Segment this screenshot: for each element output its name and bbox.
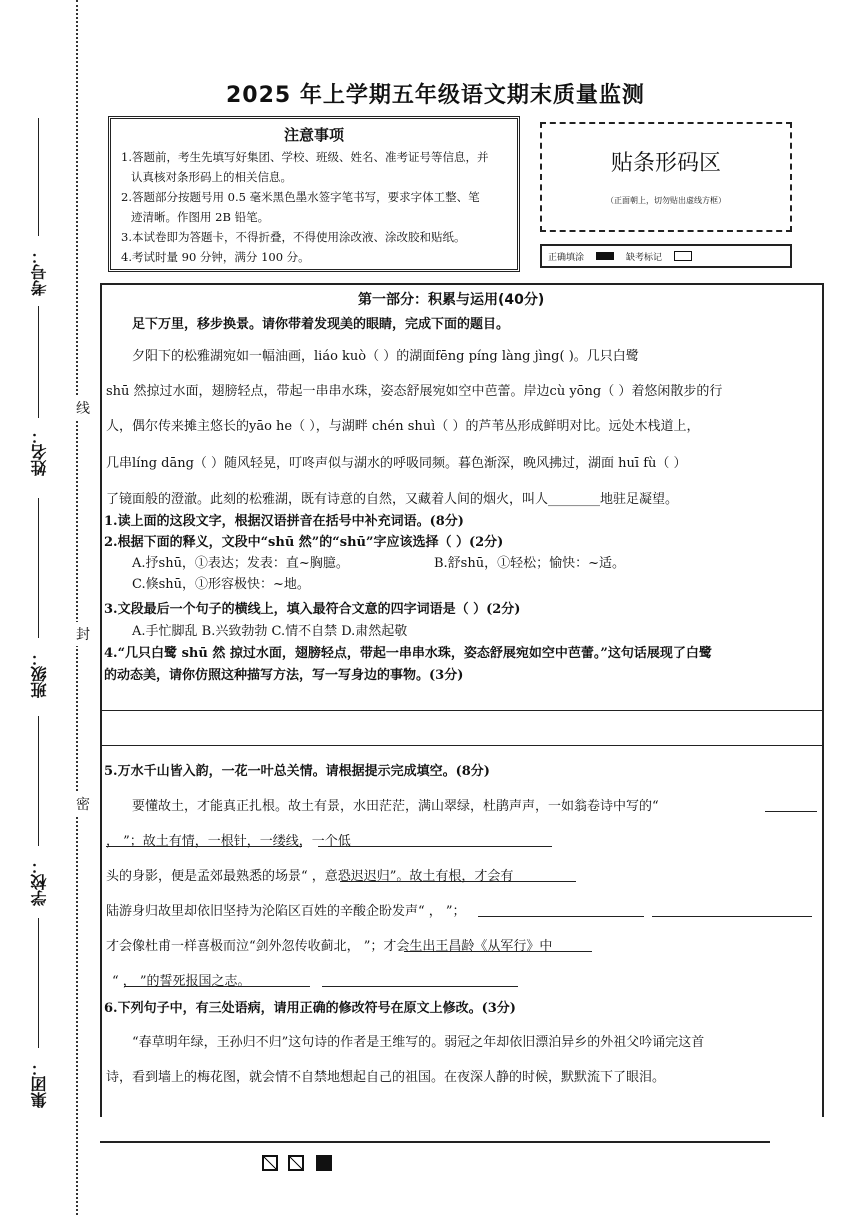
q5-line: 头的身影，便是孟郊最熟悉的场景“ ，意恐迟迟归”。故土有根，才会有 [106, 869, 514, 884]
notice-item: 认真核对条形码上的相关信息。 [131, 170, 292, 184]
school-field[interactable] [38, 716, 39, 846]
school-label: 学校： [30, 858, 49, 906]
q5-line: 陆游身归故里却依旧坚持为沦陷区百姓的辛酸企盼发声“ ， ”； [106, 904, 466, 919]
blank-field[interactable] [765, 811, 817, 812]
question-6: 6.下列句子中，有三处语病，请用正确的修改符号在原文上修改。(3分) [104, 1001, 516, 1016]
passage-line: 人，偶尔传来摊主悠长的yāo he（ ），与湖畔 chén shuì（ ）的芦苇丛形成鲜明对比。远处木栈道上， [106, 419, 700, 434]
q3-options: A.手忙脚乱 B.兴致勃勃 C.情不自禁 D.肃然起敬 [132, 624, 408, 639]
blank-field[interactable] [318, 846, 552, 847]
blank-field[interactable] [124, 986, 310, 987]
blank-field[interactable] [478, 916, 644, 917]
class-label: 班级： [30, 650, 49, 698]
question-2: 2.根据下面的释义，文段中“shū 然”的“shū”字应该选择（ ）(2分) [104, 535, 504, 550]
answer-line[interactable] [100, 745, 824, 746]
q5-line: “ ， ”的誓死报国之志。 [112, 974, 251, 989]
page-marker-open [262, 1155, 278, 1171]
q2-option-a: A.抒shū，①表达；发表：直~胸臆。 [132, 556, 349, 571]
exam-number-field[interactable] [38, 118, 39, 236]
seal-line-char: 线 [76, 396, 90, 420]
group-field[interactable] [38, 918, 39, 1048]
barcode-note: （正面朝上，切勿贴出虚线方框） [606, 196, 726, 205]
q6-line: “春草明年绿，王孙归不归”这句诗的作者是王维写的。弱冠之年却依旧漂泊异乡的外祖父吟诵完这首 [132, 1035, 705, 1050]
q2-option-b: B.舒shū，①轻松；愉快：~适。 [434, 556, 625, 571]
seal-secret-char: 密 [76, 792, 90, 816]
notice-box [108, 116, 520, 272]
exam-title: 2025 年上学期五年级语文期末质量监测 [226, 83, 645, 108]
blank-field[interactable] [652, 916, 812, 917]
question-1: 1.读上面的这段文字，根据汉语拼音在括号中补充词语。(8分) [104, 514, 464, 529]
correct-fill-sample [596, 252, 614, 260]
notice-item: 2.答题部分按题号用 0.5 毫米黑色墨水签字笔书写，要求字体工整、笔 [121, 190, 480, 204]
notice-item: 3.本试卷即为答题卡，不得折叠，不得使用涂改液、涂改胶和贴纸。 [121, 230, 466, 244]
group-label: 集团： [30, 1060, 49, 1108]
answer-panel [100, 283, 824, 1117]
part1-intro: 足下万里，移步换景。请你带着发现美的眼睛，完成下面的题目。 [132, 317, 510, 332]
part1-heading: 第一部分：积累与运用(40分) [358, 292, 545, 308]
absent-mark-box[interactable] [674, 251, 692, 261]
passage-line: 夕阳下的松雅湖宛如一幅油画，liáo kuò（ ）的湖面fēng píng làng jìng( )。几只白鹭 [132, 349, 639, 364]
page-marker-filled [316, 1155, 332, 1171]
q5-line: 要懂故土，才能真正扎根。故土有景，水田茫茫，满山翠绿，杜鹃声声，一如翁卷诗中写的“ [132, 799, 659, 814]
exam-number-label: 考号： [30, 248, 49, 296]
question-4-cont: 的动态美，请你仿照这种描写方法，写一写身边的事物。(3分) [104, 668, 464, 683]
blank-field[interactable] [106, 846, 302, 847]
fill-mark-bar [540, 244, 792, 268]
q5-line: ， ”；故土有情，一根针，一缕线，一个低 [106, 834, 351, 849]
panel-bottom-line [100, 1141, 770, 1143]
barcode-label: 贴条形码区 [610, 151, 721, 176]
binding-dotted-line [76, 0, 78, 1215]
name-field[interactable] [38, 306, 39, 418]
name-label: 姓名： [30, 428, 49, 476]
question-4: 4.“几只白鹭 shū 然 掠过水面，翅膀轻点，带起一串串水珠，姿态舒展宛如空中芭蕾。”这句话展现了白鹭 [104, 646, 712, 661]
notice-item: 4.考试时量 90 分钟，满分 100 分。 [121, 250, 310, 264]
q2-option-c: C.倏shū，①形容极快：~地。 [132, 577, 310, 592]
notice-item: 迹清晰。作图用 2B 铅笔。 [131, 210, 270, 224]
blank-field[interactable] [340, 881, 576, 882]
q5-line: 才会像杜甫一样喜极而泣“剑外忽传收蓟北， ”；才会生出王昌龄《从军行》中 [106, 939, 553, 954]
notice-title: 注意事项 [283, 126, 344, 144]
notice-item: 1.答题前，考生先填写好集团、学校、班级、姓名、准考证号等信息，并 [121, 150, 489, 164]
blank-field[interactable] [322, 986, 518, 987]
question-5: 5.万水千山皆入韵，一花一叶总关情。请根据提示完成填空。(8分) [104, 764, 490, 779]
passage-line: 了镜面般的澄澈。此刻的松雅湖，既有诗意的自然，又藏着人间的烟火，叫人________地驻足凝望。 [106, 492, 679, 507]
absent-mark-label: 缺考标记 [626, 252, 663, 263]
answer-line[interactable] [100, 710, 824, 711]
seal-seal-char: 封 [76, 622, 90, 646]
class-field[interactable] [38, 498, 39, 638]
blank-field[interactable] [404, 951, 592, 952]
question-3: 3.文段最后一个句子的横线上，填入最符合文意的四字词语是（ ）(2分) [104, 602, 521, 617]
q6-line: 诗，看到墙上的梅花图，就会情不自禁地想起自己的祖国。在夜深人静的时候，默默流下了眼泪。 [106, 1070, 666, 1085]
correct-fill-label: 正确填涂 [548, 252, 585, 263]
passage-line: shū 然掠过水面，翅膀轻点，带起一串串水珠，姿态舒展宛如空中芭蕾。岸边cù yōng（ ）着悠闲散步的行 [106, 384, 723, 399]
barcode-area [540, 122, 792, 232]
passage-line: 几串líng dāng（ ）随风轻晃，叮咚声似与湖水的呼吸同频。暮色渐深，晚风拂过，湖面 huī fù（ ） [106, 456, 687, 471]
page-marker-open [288, 1155, 304, 1171]
